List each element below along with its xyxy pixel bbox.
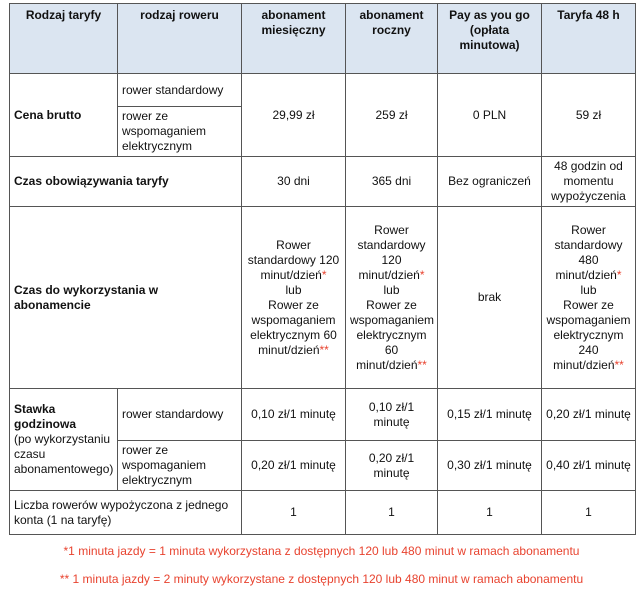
table-row bbox=[10, 207, 636, 389]
stawka-label: Stawka godzinowa (po wykorzystaniu czasu abonamentowego) bbox=[10, 389, 118, 491]
footnote-1: *1 minuta jazdy = 1 minuta wykorzystana z dostępnych 120 lub 480 minut w ramach abonamentu bbox=[63, 544, 580, 558]
cena-bike-standard: rower standardowy bbox=[118, 74, 242, 107]
stawka-std-t48: 0,20 zł/1 minutę bbox=[542, 389, 636, 441]
cena-miesieczny: 29,99 zł bbox=[242, 74, 346, 157]
table-row bbox=[10, 157, 636, 207]
liczba-roczny: 1 bbox=[346, 491, 438, 535]
cena-brutto-label: Cena brutto bbox=[10, 74, 118, 157]
czas-obowiazywania-label: Czas obowiązywania taryfy bbox=[10, 157, 242, 207]
header-taryfa-48h: Taryfa 48 h bbox=[542, 4, 636, 74]
czas-miesieczny: 30 dni bbox=[242, 157, 346, 207]
cena-roczny: 259 zł bbox=[346, 74, 438, 157]
czas-roczny: 365 dni bbox=[346, 157, 438, 207]
header-row bbox=[10, 4, 636, 74]
table-row bbox=[10, 491, 636, 535]
header-rodzaj-taryfy: Rodzaj taryfy bbox=[10, 4, 118, 74]
header-pay-as-you-go: Pay as you go (opłata minutowa) bbox=[438, 4, 542, 74]
wykorzystanie-payg: brak bbox=[438, 207, 542, 389]
wykorzystanie-miesieczny: Rower standardowy 120 minut/dzień* lub Rower ze wspomaganiem elektrycznym 60 minut/dzień** bbox=[242, 207, 346, 389]
header-abonament-roczny: abonament roczny bbox=[346, 4, 438, 74]
wykorzystanie-t48: Rower standardowy 480 minut/dzień* lub Rower ze wspomaganiem elektrycznym 240 minut/dzień** bbox=[542, 207, 636, 389]
czas-do-wykorzystania-label: Czas do wykorzystania w abonamencie bbox=[10, 207, 242, 389]
liczba-miesieczny: 1 bbox=[242, 491, 346, 535]
header-rodzaj-roweru: rodzaj roweru bbox=[118, 4, 242, 74]
liczba-rowerow-label: Liczba rowerów wypożyczona z jednego konta (1 na taryfę) bbox=[10, 491, 242, 535]
header-abonament-miesieczny: abonament miesięczny bbox=[242, 4, 346, 74]
wykorzystanie-roczny: Rower standardowy 120 minut/dzień* lub Rower ze wspomaganiem elektrycznym 60 minut/dzień** bbox=[346, 207, 438, 389]
stawka-std-payg: 0,15 zł/1 minutę bbox=[438, 389, 542, 441]
stawka-el-roczny: 0,20 zł/1 minutę bbox=[346, 441, 438, 491]
czas-t48: 48 godzin od momentu wypożyczenia bbox=[542, 157, 636, 207]
cena-bike-electric: rower ze wspomaganiem elektrycznym bbox=[118, 107, 242, 157]
stawka-bike-electric: rower ze wspomaganiem elektrycznym bbox=[118, 441, 242, 491]
footnote-2: ** 1 minuta jazdy = 2 minuty wykorzystane z dostępnych 120 lub 480 minut w ramach abonamentu bbox=[59, 572, 584, 586]
table-row bbox=[10, 74, 636, 107]
stawka-el-t48: 0,40 zł/1 minutę bbox=[542, 441, 636, 491]
cena-t48: 59 zł bbox=[542, 74, 636, 157]
stawka-std-roczny: 0,10 zł/1 minutę bbox=[346, 389, 438, 441]
table-row bbox=[10, 389, 636, 441]
cena-payg: 0 PLN bbox=[438, 74, 542, 157]
czas-payg: Bez ograniczeń bbox=[438, 157, 542, 207]
stawka-el-payg: 0,30 zł/1 minutę bbox=[438, 441, 542, 491]
stawka-std-miesieczny: 0,10 zł/1 minutę bbox=[242, 389, 346, 441]
tariff-table bbox=[9, 3, 636, 535]
stawka-el-miesieczny: 0,20 zł/1 minutę bbox=[242, 441, 346, 491]
liczba-payg: 1 bbox=[438, 491, 542, 535]
liczba-t48: 1 bbox=[542, 491, 636, 535]
stawka-bike-standard: rower standardowy bbox=[118, 389, 242, 441]
